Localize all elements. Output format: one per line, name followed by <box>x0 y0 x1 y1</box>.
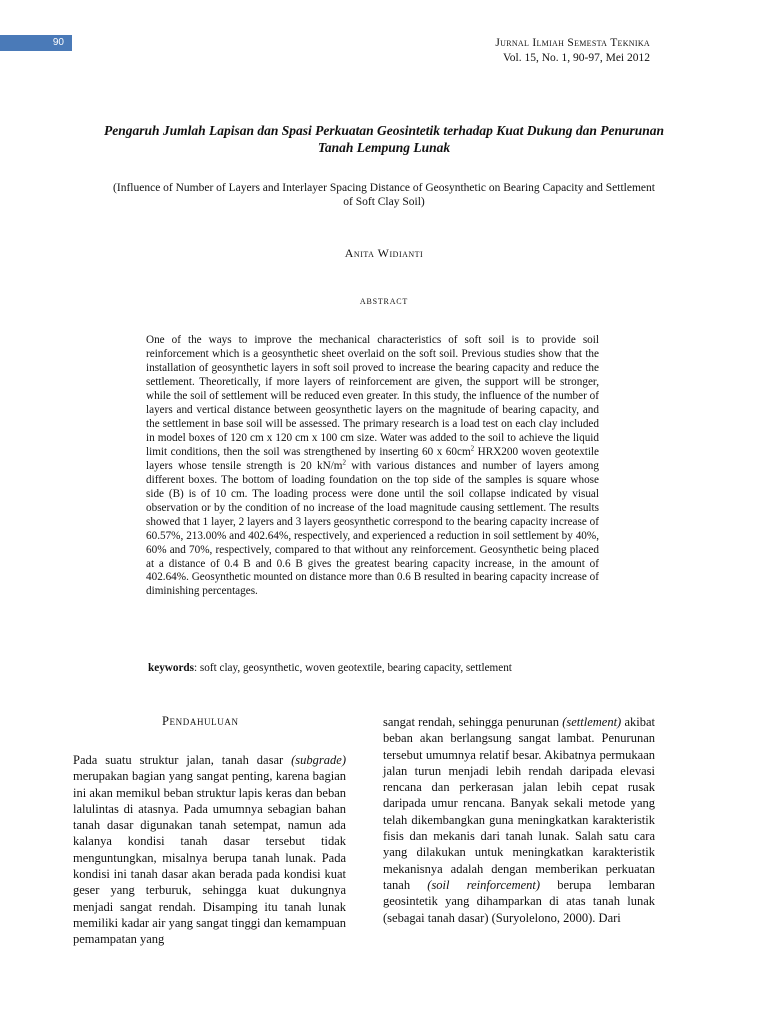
abstract-text <box>146 334 599 599</box>
abstract-superscript-1: 2 <box>470 444 475 453</box>
right-text-2: akibat beban akan berlangsung sangat lambat. Penurunan tersebut umumnya relatif besar. Akibatnya permukaan jalan turun menjadi lebih rendah daripada elevasi rencana dan perkerasan jalan lebih cepat rusak daripada umur rencana. Banyak sekali metode yang telah dikembangkan guna meningkatkan karakteristik fisis dan mekanis dari tanah lunak. Salah satu cara yang dilakukan untuk meningkatkan karakteristik mekanisnya adalah dengan memberikan perkuatan tanah <box>383 715 655 892</box>
abstract-superscript-2: 2 <box>342 457 346 466</box>
keywords <box>148 662 512 674</box>
keywords-text: : soft clay, geosynthetic, woven geotextile, bearing capacity, settlement <box>194 662 512 674</box>
abstract-heading: abstract <box>359 295 409 307</box>
term-soil-reinforcement: (soil reinforcement) <box>427 877 541 892</box>
abstract-part-1: One of the ways to improve the mechanical characteristics of soft soil is to provide soil reinforcement which is a geosynthetic sheet overlaid on the soft soil. Previous studies show that the installation of geosynthetic layers in soft soil proved to increase the bearing capacity and reduce the settlement. Theoretically, if more layers of reinforcement are given, the support will be stronger, while the soil of settlement will be reduced even greater. In this study, the influence of the number of layers and vertical distance between geosynthetic layers on the magnitude of bearing capacity, and the settlement in base soil will be assessed. The primary research is a load test on each clay included in model boxes of 120 cm x 120 cm x 100 cm size. Water was added to the soil to achieve the liquid limit conditions, then the soil was strengthened by inserting 60 x 60cm <box>146 334 599 458</box>
journal-volume: Vol. 15, No. 1, 90-97, Mei 2012 <box>502 52 650 64</box>
left-text-2: merupakan bagian yang sangat penting, karena bagian ini akan memikul beban struktur lapis keras dan beban lalulintas di atasnya. Pada umumnya sebagian bahan tanah dasar digunakan tanah setempat, namun ada kalanya kondisi tanah dasar tersebut tidak menguntungkan, misalnya berupa tanah lunak. Pada kondisi ini tanah dasar akan berada pada kondisi kuat geser yang terburuk, sehingga kuat dukungnya menjadi sangat rendah. Disamping itu tanah lunak memiliki kadar air yang sangat tinggi dan kemampuan pemampatan yang <box>73 769 346 947</box>
abstract-part-2: HRX200 woven geotextile layers whose tensile strength is 20 kN/m <box>146 445 600 472</box>
keywords-label: keywords <box>148 662 194 674</box>
left-column-text <box>73 752 346 948</box>
right-column-text <box>383 714 655 926</box>
right-text-3: berupa lembaran geosintetik yang dihamparkan di atas tanah lunak (sebagai tanah dasar) (Suryolelono, 2000). Dari <box>383 877 656 925</box>
article-title: Pengaruh Jumlah Lapisan dan Spasi Perkuatan Geosintetik terhadap Kuat Dukung dan Penurunan Tanah Lempung Lunak <box>103 123 665 155</box>
english-title: (Influence of Number of Layers and Interlayer Spacing Distance of Geosynthetic on Bearing Capacity and Settlement of Soft Clay Soil) <box>113 182 655 208</box>
left-text-1: Pada suatu struktur jalan, tanah dasar <box>73 753 292 767</box>
author-name: Anita Widianti <box>344 246 424 260</box>
section-heading: Pendahuluan <box>162 714 239 728</box>
page-number: 90 <box>52 37 64 48</box>
right-text-1: sangat rendah, sehingga penurunan <box>383 715 563 729</box>
term-settlement: (settlement) <box>562 715 622 729</box>
page-number-bar <box>0 35 72 51</box>
term-subgrade: (subgrade) <box>291 753 346 767</box>
journal-name: Jurnal Ilmiah Semesta Teknika <box>495 37 650 49</box>
journal-header <box>495 36 650 66</box>
abstract-part-3: with various distances and number of layers among different boxes. The bottom of loading foundation on the top side of the samples is square whose side (B) is of 10 cm. The loading process were done until the soil collapse indicated by visual observation or by the condition of no increase of the load magnitude causing settlement. The results showed that 1 layer, 2 layers and 3 layers geosynthetic correspond to the bearing capacity increase of 60.57%, 213.00% and 402.64%, respectively, and experienced a reduction in soil settlement by 40%, 60% and 70%, respectively, compared to that without any reinforcement. Geosynthetic being placed at a distance of 0.4 B and 0.6 B gives the greatest bearing capacity increase, in the amount of 402.64%. Geosynthetic mounted on distance more than 0.6 B resulted in bearing capacity increase of diminishing percentages. <box>146 459 599 598</box>
